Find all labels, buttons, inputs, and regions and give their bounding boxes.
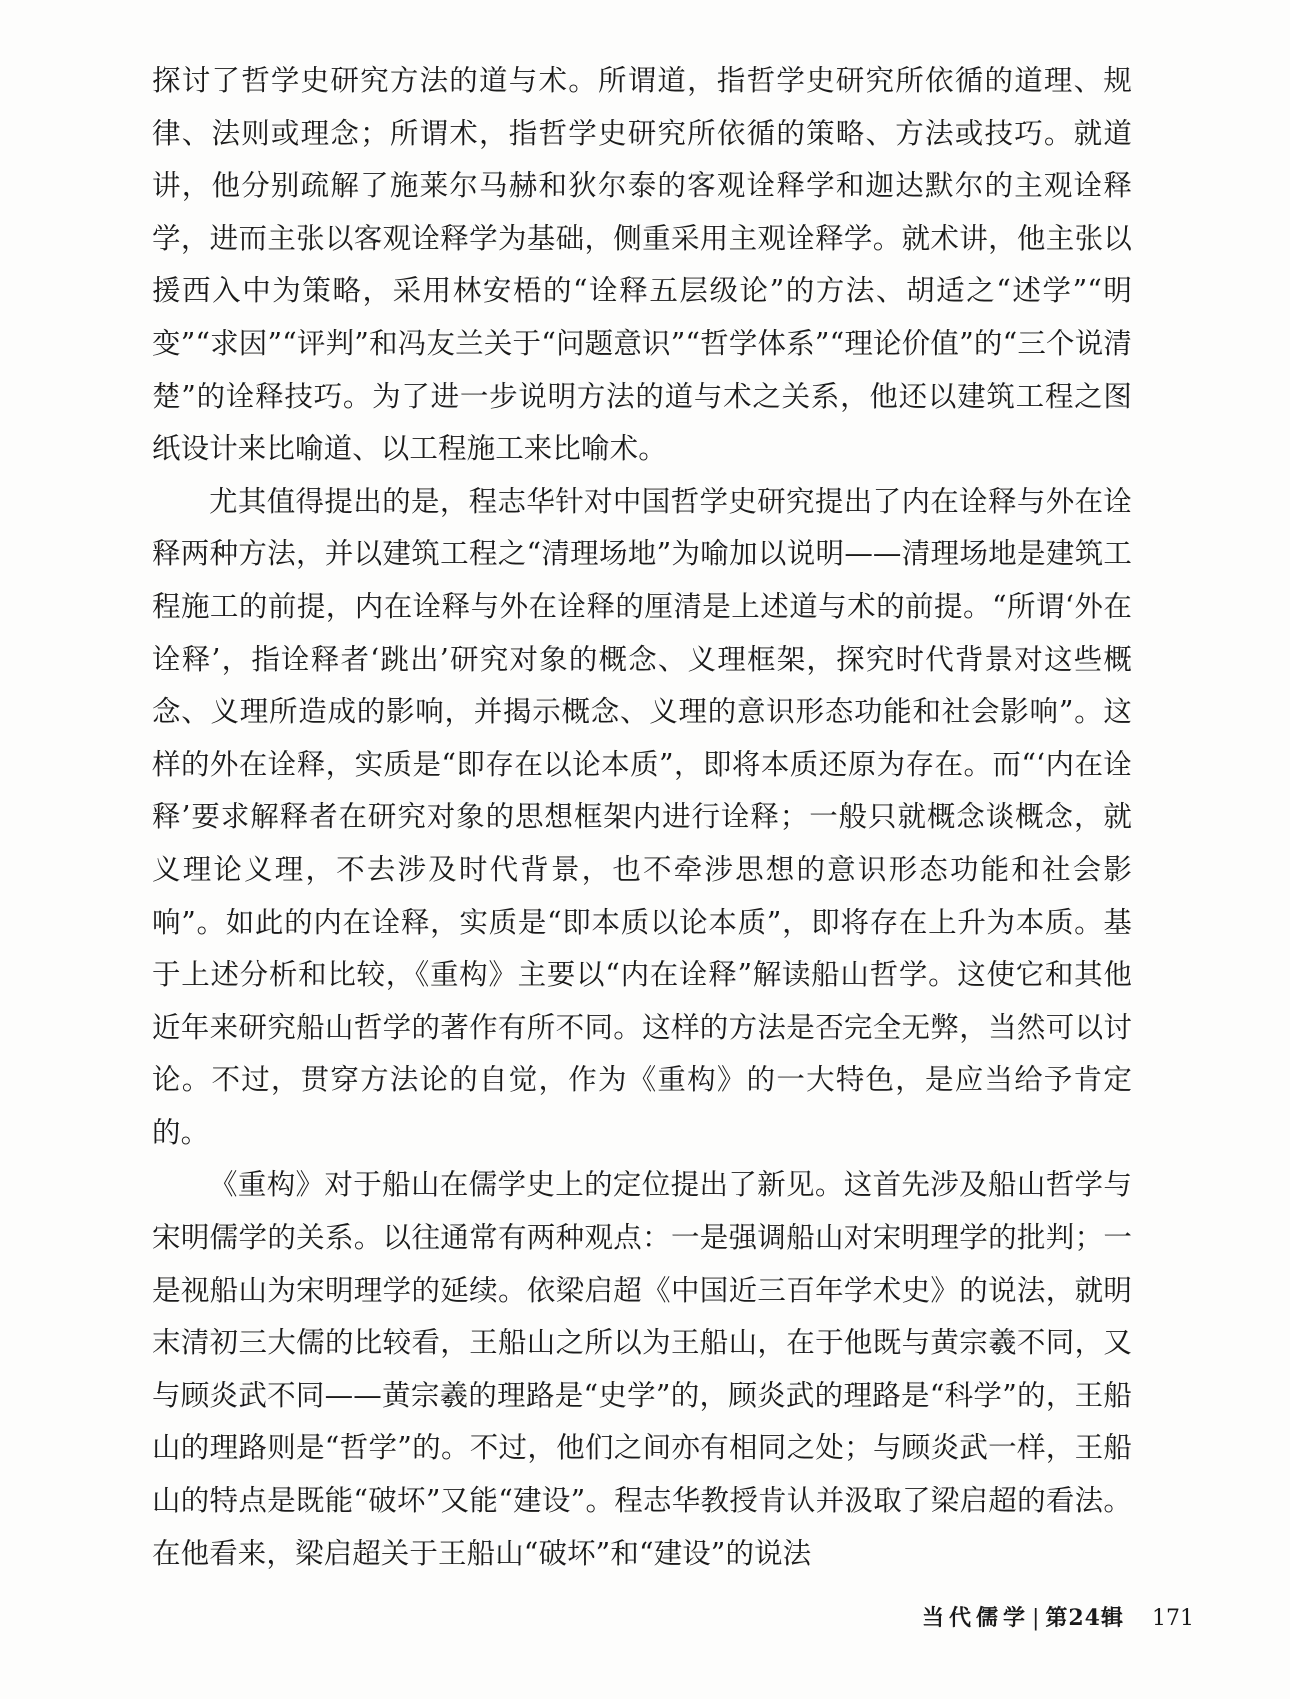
journal-name: 当代儒学 [921, 1605, 1030, 1631]
page-footer [922, 1604, 1194, 1633]
paragraph-positioning: 《重构》对于船山在儒学史上的定位提出了新见。这首先涉及船山哲学与宋明儒学的关系。以往通常有两种观点：一是强调船山对宋明理学的批判；一是视船山为宋明理学的延续。依梁启超《中国近三百年学术史》的说法，就明末清初三大儒的比较看，王船山之所以为王船山，在于他既与黄宗羲不同，又与顾炎武不同——黄宗羲的理路是“史学”的，顾炎武的理路是“科学”的，王船山的理路则是“哲学”的。不过，他们之间亦有相同之处；与顾炎武一样，王船山的特点是既能“破坏”又能“建设”。程志华教授肯认并汲取了梁启超的看法。在他看来，梁启超关于王船山“破坏”和“建设”的说法 [152, 1168, 1132, 1570]
issue-number: 第24辑 [1045, 1605, 1124, 1631]
paragraph-method: 探讨了哲学史研究方法的道与术。所谓道，指哲学史研究所依循的道理、规律、法则或理念；所谓术，指哲学史研究所依循的策略、方法或技巧。就道讲，他分别疏解了施莱尔马赫和狄尔泰的客观诠释学和迦达默尔的主观诠释学，进而主张以客观诠释学为基础，侧重采用主观诠释学。就术讲，他主张以援西入中为策略，采用林安梧的“诠释五层级论”的方法、胡适之“述学”“明变”“求因”“评判”和冯友兰关于“问题意识”“哲学体系”“理论价值”的“三个说清楚”的诠释技巧。为了进一步说明方法的道与术之关系，他还以建筑工程之图纸设计来比喻道、以工程施工来比喻术。 [152, 64, 1132, 466]
footer-separator: | [1031, 1606, 1040, 1631]
paragraph-interpretation: 尤其值得提出的是，程志华针对中国哲学史研究提出了内在诠释与外在诠释两种方法，并以建筑工程之“清理场地”为喻加以说明——清理场地是建筑工程施工的前提，内在诠释与外在诠释的厘清是上述道与术的前提。“所谓‘外在诠释’，指诠释者‘跳出’研究对象的概念、义理框架，探究时代背景对这些概念、义理所造成的影响，并揭示概念、义理的意识形态功能和社会影响”。这样的外在诠释，实质是“即存在以论本质”，即将本质还原为存在。而“‘内在诠释’要求解释者在研究对象的思想框架内进行诠释；一般只就概念谈概念，就义理论义理，不去涉及时代背景，也不牵涉思想的意识形态功能和社会影响”。如此的内在诠释，实质是“即本质以论本质”，即将存在上升为本质。基于上述分析和比较，《重构》主要以“内在诠释”解读船山哲学。这使它和其他近年来研究船山哲学的著作有所不同。这样的方法是否完全无弊，当然可以讨论。不过，贯穿方法论的自觉，作为《重构》的一大特色，是应当给予肯定的。 [152, 484, 1132, 1149]
body-text [152, 55, 1132, 1580]
page-number: 171 [1152, 1606, 1194, 1631]
